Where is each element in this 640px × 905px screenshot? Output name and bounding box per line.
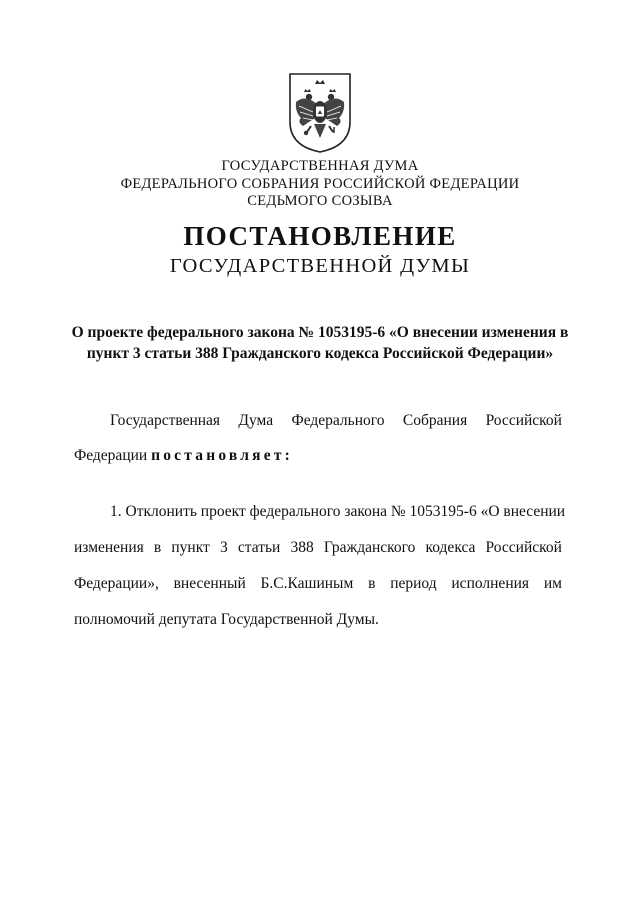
word: 388: [290, 539, 314, 556]
word: Федерального: [291, 412, 385, 429]
word: в: [153, 539, 162, 556]
document-title: ПОСТАНОВЛЕНИЕ: [183, 221, 457, 251]
word: Российской: [485, 412, 562, 429]
word: в: [368, 575, 376, 592]
word: Российской: [485, 539, 562, 556]
word: Дума: [238, 412, 274, 429]
preamble-line-2: [74, 446, 293, 466]
clause-1-line-1: 1. Отклонить проект федерального закона № 1053195-6 «О внесении: [110, 503, 566, 520]
word: Гражданского: [323, 539, 416, 556]
preamble-line-1: [110, 411, 562, 431]
coat-of-arms-icon: [287, 72, 353, 154]
header-line: ФЕДЕРАЛЬНОГО СОБРАНИЯ РОССИЙСКОЙ ФЕДЕРАЦИИ: [120, 175, 520, 192]
word: период: [390, 575, 437, 592]
word: внесенный: [173, 575, 246, 592]
subject-line: пункт 3 статьи 388 Гражданского кодекса Российской Федерации»: [86, 345, 554, 362]
resolves-word: постановляет:: [151, 447, 293, 464]
document-subject: [60, 322, 580, 364]
clause-1-line-2: [74, 538, 562, 558]
word: Собрания: [402, 412, 468, 429]
issuer-header: [0, 158, 640, 211]
word: Федерации: [74, 447, 148, 464]
word: изменения: [74, 539, 144, 556]
word: исполнения: [451, 575, 530, 592]
word: 3: [219, 539, 228, 556]
word: пункт: [171, 539, 210, 556]
word: им: [543, 575, 562, 592]
clause-1-line-3: [74, 574, 562, 594]
document-subtitle: ГОСУДАРСТВЕННОЙ ДУМЫ: [169, 255, 471, 277]
word: кодекса: [425, 539, 476, 556]
word: статьи: [237, 539, 281, 556]
word: Государственная: [110, 412, 221, 429]
subject-line: О проекте федерального закона № 1053195-6 «О внесении изменения в: [71, 324, 569, 341]
clause-1-line-4: полномочий депутата Государственной Думы.: [74, 611, 379, 628]
word: Федерации»,: [74, 575, 159, 592]
word: Б.С.Кашиным: [260, 575, 354, 592]
header-line: СЕДЬМОГО СОЗЫВА: [247, 193, 393, 209]
header-line: ГОСУДАРСТВЕННАЯ ДУМА: [221, 158, 419, 174]
